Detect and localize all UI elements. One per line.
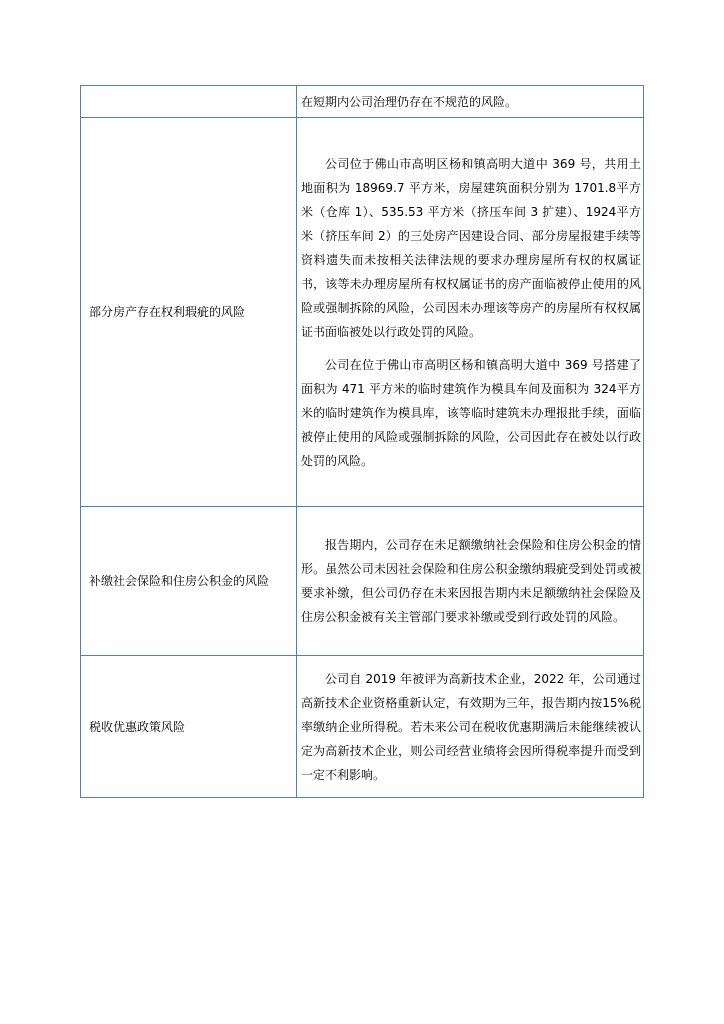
risk-description-cell [297,656,644,798]
risk-description-cell [297,507,644,656]
risk-description-paragraph: 在短期内公司治理仍存在不规范的风险。 [301,94,518,109]
risk-description-paragraph: 公司在位于佛山市高明区杨和镇高明大道中 369 号搭建了面积为 471 平方米的临时建筑作为模具车间及面积为 324平方米的临时建筑作为模具库，该等临时建筑未办理报批手续，面临被停止使用的风险或强制拆除的风险，公司因此存在被处以行政处罚的风险。 [301,357,641,468]
risk-description-cell [297,86,644,118]
table-row [81,118,644,507]
risk-name-cell: 部分房产存在权利瑕疵的风险 [81,118,297,507]
table-row [81,86,644,118]
risk-name-cell: 税收优惠政策风险 [81,656,297,798]
risk-description-paragraph: 公司自 2019 年被评为高新技术企业，2022 年，公司通过高新技术企业资格重新认定，有效期为三年，报告期内按15%税率缴纳企业所得税。若未来公司在税收优惠期满后未能继续被认定为高新技术企业，则公司经营业绩将会因所得税率提升而受到一定不利影响。 [301,671,641,782]
risk-description-cell [297,118,644,507]
risk-description-paragraph: 公司位于佛山市高明区杨和镇高明大道中 369 号，共用土地面积为 18969.7 平方米，房屋建筑面积分别为 1701.8平方米（仓库 1）、535.53 平方米（挤压车间 3 扩建）、1924平方米（挤压车间 2）的三处房产因建设合同、部分房屋报建手续等资料遗失而未按相关法律法规的要求办理房屋所有权的权属证书，该等未办理房屋所有权权属证书的房产面临被停止使用的风险或强制拆除的风险，公司因未办理该等房产的房屋所有权权属证书面临被处以行政处罚的风险。 [301,156,641,339]
risk-description-paragraph: 报告期内，公司存在未足额缴纳社会保险和住房公积金的情形。虽然公司未因社会保险和住房公积金缴纳瑕疵受到处罚或被要求补缴，但公司仍存在未来因报告期内未足额缴纳社会保险及住房公积金被有关主管部门要求补缴或受到行政处罚的风险。 [301,538,641,624]
risk-table-body [81,86,644,798]
risk-name-cell [81,86,297,118]
risk-name-cell: 补缴社会保险和住房公积金的风险 [81,507,297,656]
table-row [81,656,644,798]
table-row [81,507,644,656]
risk-factors-table [80,85,644,798]
